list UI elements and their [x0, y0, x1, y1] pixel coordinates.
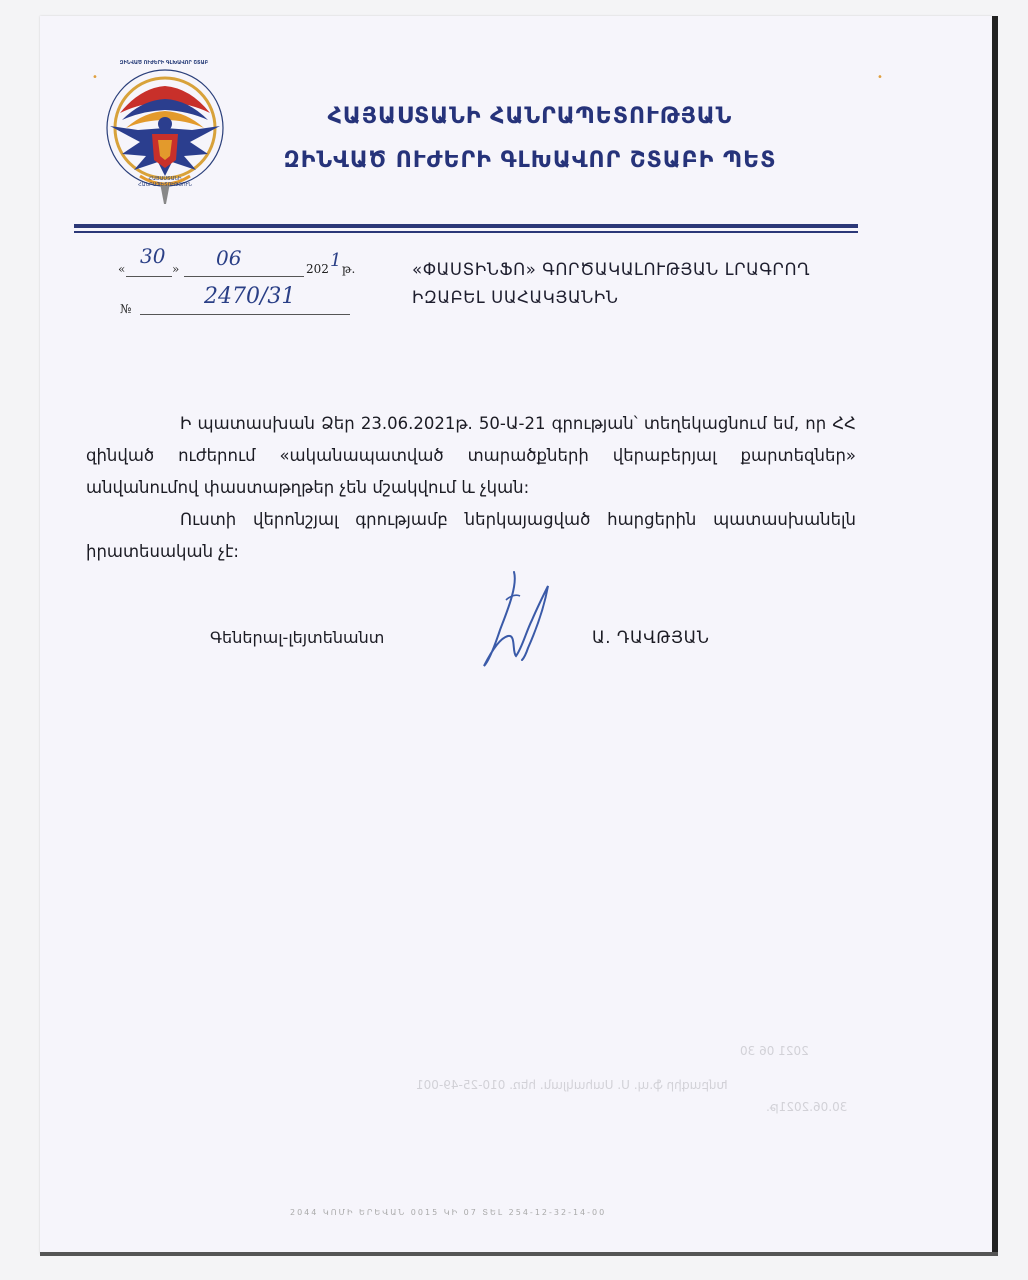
- date-month: 06: [216, 246, 242, 270]
- document-number: 2470/31: [204, 284, 296, 309]
- body-paragraph-1: [86, 408, 856, 504]
- body-p1-line3: անվանումով փաստաթղթեր չեն մշակվում և չկան:: [86, 478, 530, 497]
- emblem-top-text: ԶԻՆՎԱԾ ՈՒԺԵՐԻ ԳԼԽԱՎՈՐ ՇՏԱԲ: [119, 60, 209, 66]
- date-day-line: [126, 276, 172, 277]
- date-year-suffix: թ.: [342, 262, 356, 276]
- addressee-line2: ԻԶԱԲԵԼ ՍԱՀԱԿՅԱՆԻՆ: [412, 288, 619, 307]
- number-label: №: [120, 302, 132, 316]
- date-quote-close: »: [172, 262, 180, 276]
- body-p2-line2: իրատեսական չէ:: [86, 542, 239, 561]
- page-bottom-edge: [40, 1252, 998, 1256]
- page-edge-shadow: [992, 16, 998, 1254]
- date-year-prefix: 202: [306, 262, 329, 276]
- body-paragraph-2: [86, 504, 856, 568]
- stamp-line3: 30.06.2021թ.: [766, 1100, 848, 1114]
- stamp-line2: Խմբագիր ֆ.պ. Ս. Սահակյան. հեռ. 010-25-49-001: [416, 1078, 728, 1092]
- footer-address: 2044 ԿՈՄԻ ԵՐԵՎԱՆ 0015 ԿԻ 07 ՏԵԼ 254-12-32-14-00: [290, 1208, 607, 1217]
- header-title-line1: ՀԱՅԱՍՏԱՆԻ ՀԱՆՐԱՊԵՏՈՒԹՅԱՆ: [327, 104, 733, 129]
- body-p2-line1: Ուստի վերոնշյալ գրությամբ ներկայացված հարցերին պատասխանելն: [180, 510, 856, 529]
- emblem-bottom-text: ՀԱՅԱՍՏԱՆԻ ՀԱՆՐԱՊԵՏՈՒԹՅՈՒՆ: [138, 176, 192, 188]
- header-rule-thick: [74, 224, 858, 228]
- date-year-digit: 1: [330, 250, 342, 271]
- stamp-line1: 2021 06 30: [740, 1044, 809, 1058]
- header-title-line2: ԶԻՆՎԱԾ ՈՒԺԵՐԻ ԳԼԽԱՎՈՐ ՇՏԱԲԻ ՊԵՏ: [283, 148, 777, 173]
- decorative-dot: •: [92, 72, 98, 83]
- number-line: [140, 314, 350, 315]
- date-month-line: [184, 276, 304, 277]
- header-rule-thin: [74, 231, 858, 233]
- date-day: 30: [140, 244, 166, 268]
- addressee-line1: «ՓԱՍՏԻՆՖՈ» ԳՈՐԾԱԿԱԼՈՒԹՅԱՆ ԼՐԱԳՐՈՂ: [412, 260, 811, 279]
- decorative-dot: •: [877, 72, 883, 83]
- body-p1-line1: Ի պատասխան Ձեր 23.06.2021թ. 50-Ա-21 գրության՝ տեղեկացնում եմ, որ ՀՀ: [180, 414, 856, 433]
- body-p1-line2: զինված ուժերում «ականապատված տարածքների վերաբերյալ քարտեզներ»: [86, 446, 856, 465]
- date-quote-open: «: [118, 262, 126, 276]
- handwritten-signature-icon: [466, 566, 556, 670]
- signatory-rank: Գեներալ-լեյտենանտ: [210, 628, 385, 647]
- signatory-name: Ա. ԴԱՎԹՅԱՆ: [592, 628, 710, 647]
